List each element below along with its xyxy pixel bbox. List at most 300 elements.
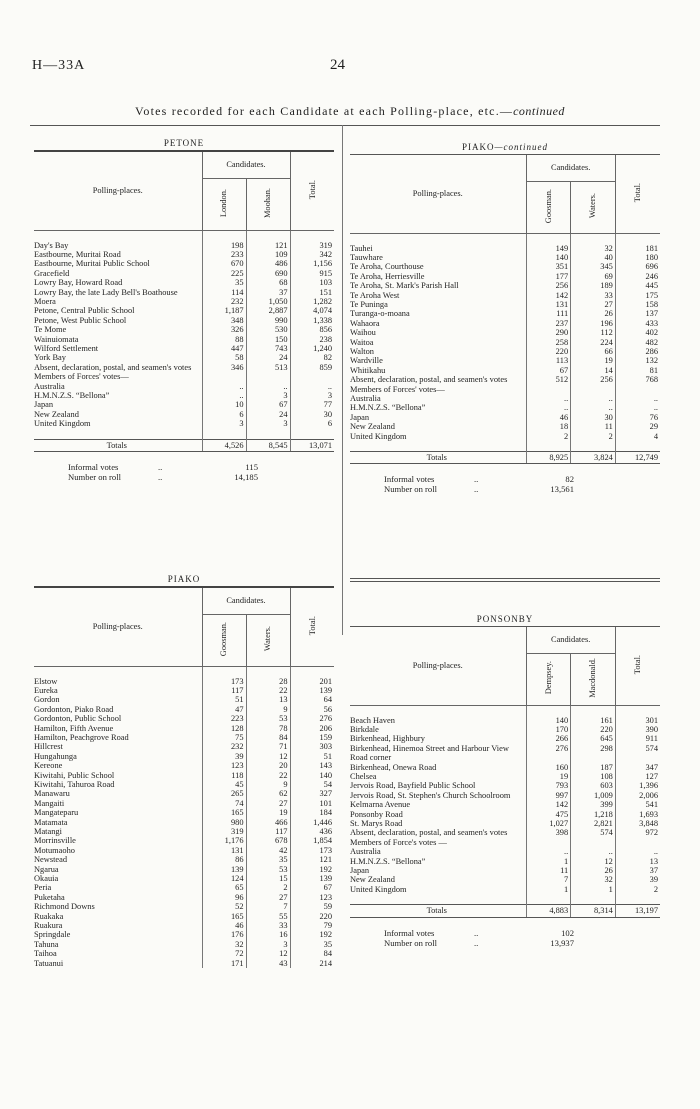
polling-place: Ruakaka [34, 912, 202, 921]
polling-place: Birkdale [350, 725, 526, 734]
polling-place: Chelsea [350, 772, 526, 781]
row-total: 3 [290, 391, 334, 400]
row-total [615, 838, 660, 847]
row-total: 84 [290, 949, 334, 958]
candidate-votes: 42 [246, 846, 290, 855]
table-row [350, 885, 660, 894]
row-total: 139 [290, 686, 334, 695]
polling-place: Australia [34, 382, 202, 391]
candidate-votes: 224 [571, 338, 616, 347]
row-total: 214 [290, 959, 334, 968]
row-total: 76 [615, 413, 660, 422]
table-row [350, 403, 660, 412]
table-row [34, 940, 334, 949]
candidate-votes: 990 [246, 316, 290, 325]
candidates-header: Candidates. [526, 627, 615, 653]
candidate-votes: 319 [202, 827, 246, 836]
candidate-votes: 220 [526, 347, 571, 356]
candidate-votes: 399 [571, 800, 616, 809]
table-row [350, 309, 660, 318]
polling-place: Hamilton, Peachgrove Road [34, 733, 202, 742]
table-row [350, 422, 660, 431]
row-total: 29 [615, 422, 660, 431]
row-total: 433 [615, 319, 660, 328]
roll-label: Number on roll [384, 484, 437, 495]
informal-value: 82 [565, 474, 574, 485]
polling-place: Te Mome [34, 325, 202, 334]
candidate-votes: 997 [526, 791, 571, 800]
candidate-votes: 256 [526, 281, 571, 290]
candidate-votes: 124 [202, 874, 246, 883]
table-row [350, 838, 660, 847]
candidate-votes: .. [202, 382, 246, 391]
polling-place: Walton [350, 347, 526, 356]
candidate-votes: 19 [571, 356, 616, 365]
candidate-votes: 35 [246, 855, 290, 864]
table-row [34, 836, 334, 845]
polling-place: New Zealand [350, 875, 526, 884]
row-total: 436 [290, 827, 334, 836]
table-row [350, 763, 660, 772]
total-header: Total. [615, 627, 660, 705]
row-total: 123 [290, 893, 334, 902]
grand-total: 13,071 [290, 439, 334, 451]
candidate-votes: 108 [571, 772, 616, 781]
totals-label: Totals [350, 905, 526, 917]
candidate-votes: 37 [246, 288, 290, 297]
column-divider [342, 125, 343, 635]
candidate-header: Moohan. [246, 178, 290, 230]
polling-place: Wahaora [350, 319, 526, 328]
row-total: 347 [615, 763, 660, 772]
row-total: 192 [290, 930, 334, 939]
row-total: 79 [290, 921, 334, 930]
informal-label: Informal votes [68, 462, 119, 473]
candidate-votes: 139 [202, 865, 246, 874]
polling-place: Gordonton, Public School [34, 714, 202, 723]
row-total: 1,240 [290, 344, 334, 353]
candidate-votes: 7 [526, 875, 571, 884]
document-reference: H—33A [32, 58, 86, 73]
row-total: 121 [290, 855, 334, 864]
table-row [34, 241, 334, 250]
candidate-votes: 78 [246, 724, 290, 733]
row-total: 303 [290, 742, 334, 751]
candidate-votes: 1 [526, 857, 571, 866]
candidate-votes: .. [246, 382, 290, 391]
candidate-votes: 1,050 [246, 297, 290, 306]
candidate-total: 8,925 [526, 452, 571, 464]
candidate-votes: 198 [202, 241, 246, 250]
polling-place: Japan [350, 866, 526, 875]
candidate-votes: 9 [246, 705, 290, 714]
polling-place: Kiwitahi, Tahuroa Road [34, 780, 202, 789]
candidate-votes: 53 [246, 714, 290, 723]
table-row [34, 902, 334, 911]
polling-place: Eureka [34, 686, 202, 695]
table-row [34, 677, 334, 686]
row-total: 127 [615, 772, 660, 781]
table-row [34, 705, 334, 714]
table-row [34, 269, 334, 278]
polling-place: Waihou [350, 328, 526, 337]
polling-places-header: Polling-places. [350, 627, 526, 705]
votes-table [350, 155, 660, 464]
roll-info: Informal votes .. 82 Number on roll .. 13,561 [350, 474, 660, 494]
candidate-votes: 165 [202, 808, 246, 817]
candidate-votes [571, 838, 616, 847]
candidate-votes: 32 [202, 940, 246, 949]
table-row [350, 375, 660, 384]
table-row [34, 893, 334, 902]
polling-place: Members of Forces' votes— [350, 385, 526, 394]
candidate-total: 8,314 [571, 905, 616, 917]
candidate-votes: 117 [246, 827, 290, 836]
row-total: 911 [615, 734, 660, 743]
row-total: 59 [290, 902, 334, 911]
page-number: 24 [330, 57, 345, 73]
row-total: 342 [290, 250, 334, 259]
candidate-votes: 232 [202, 742, 246, 751]
table-row [34, 391, 334, 400]
candidate-votes: 20 [246, 761, 290, 770]
table-row [350, 413, 660, 422]
candidate-votes: .. [526, 847, 571, 856]
polling-place: Peria [34, 883, 202, 892]
candidate-votes: 161 [571, 716, 616, 725]
table-row [34, 949, 334, 958]
polling-place: York Bay [34, 353, 202, 362]
polling-place: H.M.N.Z.S. “Bellona” [350, 403, 526, 412]
candidate-votes: 1,187 [202, 306, 246, 315]
row-total: 192 [290, 865, 334, 874]
candidates-header: Candidates. [526, 155, 615, 181]
row-total: .. [615, 394, 660, 403]
row-total: 77 [290, 400, 334, 409]
table-row [350, 828, 660, 837]
polling-place: Jervois Road, Bayfield Public School [350, 781, 526, 790]
candidate-votes: 160 [526, 763, 571, 772]
polling-place: Okauia [34, 874, 202, 883]
row-total: 51 [290, 752, 334, 761]
polling-place: New Zealand [350, 422, 526, 431]
polling-place: H.M.N.Z.S. “Bellona” [34, 391, 202, 400]
row-total: 301 [615, 716, 660, 725]
roll-info: Informal votes .. 115 Number on roll .. 14,185 [34, 462, 334, 482]
ponsonby-section [350, 612, 660, 948]
row-total: 1,396 [615, 781, 660, 790]
table-row [34, 686, 334, 695]
votes-table [350, 627, 660, 918]
table-row [350, 857, 660, 866]
candidate-votes: 220 [571, 725, 616, 734]
row-total: 35 [290, 940, 334, 949]
table-row [34, 789, 334, 798]
table-row [350, 356, 660, 365]
polling-place: Gordon [34, 695, 202, 704]
candidate-votes: 84 [246, 733, 290, 742]
row-total: 541 [615, 800, 660, 809]
candidate-votes: 149 [526, 244, 571, 253]
candidate-votes: 980 [202, 818, 246, 827]
page-title: Votes recorded for each Candidate at each Polling-place, etc.—continued [135, 104, 565, 118]
candidate-votes: 11 [571, 422, 616, 431]
candidate-votes: 2 [526, 432, 571, 441]
table-row [350, 319, 660, 328]
candidate-votes: 512 [526, 375, 571, 384]
table-row [34, 761, 334, 770]
polling-places-header: Polling-places. [350, 155, 526, 233]
candidate-votes: 225 [202, 269, 246, 278]
candidate-votes: 26 [571, 309, 616, 318]
total-header: Total. [290, 588, 334, 666]
polling-place: Wainuiomata [34, 335, 202, 344]
row-total: 4 [615, 432, 660, 441]
polling-place: Eastbourne, Muritai Road [34, 250, 202, 259]
votes-table [34, 152, 334, 452]
table-row [34, 959, 334, 968]
candidate-votes: 27 [571, 300, 616, 309]
candidate-votes: 232 [202, 297, 246, 306]
candidate-votes: 52 [202, 902, 246, 911]
table-row [350, 875, 660, 884]
row-total: 1,156 [290, 259, 334, 268]
candidate-header: Goosman. [202, 614, 246, 666]
candidate-votes: 35 [202, 278, 246, 287]
polling-place: Petone, West Public School [34, 316, 202, 325]
candidate-votes: 2,821 [571, 819, 616, 828]
candidate-votes: 3 [246, 391, 290, 400]
table-row [350, 847, 660, 856]
candidate-header: Macdonald. [571, 653, 616, 705]
table-row [34, 335, 334, 344]
candidate-votes: 345 [571, 262, 616, 271]
row-total: 173 [290, 846, 334, 855]
row-total: 137 [615, 309, 660, 318]
candidate-votes: 53 [246, 865, 290, 874]
polling-place: Te Puninga [350, 300, 526, 309]
row-total: .. [615, 847, 660, 856]
row-total: 67 [290, 883, 334, 892]
table-row [34, 353, 334, 362]
table-row [350, 366, 660, 375]
table-row [350, 716, 660, 725]
row-total: 2,006 [615, 791, 660, 800]
top-rule [30, 125, 660, 126]
polling-place: Japan [34, 400, 202, 409]
candidate-votes: 72 [202, 949, 246, 958]
candidate-votes: 88 [202, 335, 246, 344]
candidate-votes: 177 [526, 272, 571, 281]
polling-place: Australia [350, 847, 526, 856]
candidate-votes [571, 385, 616, 394]
candidate-votes: 86 [202, 855, 246, 864]
informal-value: 115 [245, 462, 258, 473]
candidate-votes: .. [571, 394, 616, 403]
polling-place: Eastbourne, Muritai Public School [34, 259, 202, 268]
row-total: 139 [290, 874, 334, 883]
candidate-votes: 150 [246, 335, 290, 344]
section-title: PONSONBY [476, 614, 534, 624]
candidate-votes: 123 [202, 761, 246, 770]
table-row [350, 338, 660, 347]
candidate-votes: 1,009 [571, 791, 616, 800]
table-row [34, 771, 334, 780]
candidate-votes: 26 [571, 866, 616, 875]
row-total: 81 [615, 366, 660, 375]
candidate-votes: 96 [202, 893, 246, 902]
section-title: PIAKO [167, 574, 201, 584]
informal-label: Informal votes [384, 927, 435, 938]
candidate-votes: 22 [246, 771, 290, 780]
row-total: 4,074 [290, 306, 334, 315]
roll-value: 14,185 [234, 472, 258, 483]
candidate-votes: 118 [202, 771, 246, 780]
candidate-votes [202, 372, 246, 381]
candidate-votes: 75 [202, 733, 246, 742]
candidate-votes: 237 [526, 319, 571, 328]
candidate-votes: 117 [202, 686, 246, 695]
candidate-votes [526, 385, 571, 394]
table-row [34, 883, 334, 892]
candidate-votes: 298 [571, 744, 616, 763]
row-total: 175 [615, 291, 660, 300]
candidate-votes: 51 [202, 695, 246, 704]
table-row [34, 695, 334, 704]
candidate-votes: 18 [526, 422, 571, 431]
polling-place: H.M.N.Z.S. “Bellona” [350, 857, 526, 866]
row-total: 181 [615, 244, 660, 253]
polling-place: United Kingdom [350, 432, 526, 441]
section-double-rule [350, 578, 660, 582]
polling-place: Tatuanui [34, 959, 202, 968]
polling-place: Waitoa [350, 338, 526, 347]
row-total: 915 [290, 269, 334, 278]
table-row [350, 347, 660, 356]
candidate-votes: 466 [246, 818, 290, 827]
candidate-votes: 28 [246, 677, 290, 686]
table-row [350, 866, 660, 875]
table-row [34, 827, 334, 836]
table-row [34, 297, 334, 306]
candidates-header: Candidates. [202, 152, 290, 178]
candidate-votes: 27 [246, 799, 290, 808]
row-total: 1,282 [290, 297, 334, 306]
table-row [350, 432, 660, 441]
roll-value: 13,937 [550, 937, 574, 948]
table-row [34, 288, 334, 297]
table-row [350, 281, 660, 290]
row-total: 158 [615, 300, 660, 309]
candidate-votes: 16 [246, 930, 290, 939]
row-total: 286 [615, 347, 660, 356]
table-row [350, 394, 660, 403]
table-row [350, 810, 660, 819]
table-row [350, 744, 660, 763]
candidate-votes: 7 [246, 902, 290, 911]
candidate-votes: 32 [571, 875, 616, 884]
row-total: 445 [615, 281, 660, 290]
candidate-votes: 398 [526, 828, 571, 837]
table-row [34, 250, 334, 259]
polling-place: Te Aroha, Courthouse [350, 262, 526, 271]
row-total: 402 [615, 328, 660, 337]
polling-place: Richmond Downs [34, 902, 202, 911]
table-row [34, 921, 334, 930]
polling-place: Hungahunga [34, 752, 202, 761]
polling-place: Absent, declaration, postal, and seamen's votes [350, 828, 526, 837]
candidate-votes: 1,176 [202, 836, 246, 845]
row-total: 30 [290, 410, 334, 419]
candidate-votes: 326 [202, 325, 246, 334]
polling-place: Hamilton, Fifth Avenue [34, 724, 202, 733]
candidate-votes: 13 [246, 695, 290, 704]
table-row [350, 819, 660, 828]
candidate-votes: 678 [246, 836, 290, 845]
table-row [34, 912, 334, 921]
candidate-votes: 22 [246, 686, 290, 695]
informal-label: Informal votes [384, 474, 435, 485]
candidate-votes: 670 [202, 259, 246, 268]
candidate-votes: 39 [202, 752, 246, 761]
candidate-votes: 530 [246, 325, 290, 334]
polling-place: Members of Forces' votes— [34, 372, 202, 381]
table-row [34, 372, 334, 381]
table-row [34, 382, 334, 391]
row-total: 859 [290, 363, 334, 372]
polling-place: Absent, declaration, postal, and seamen's votes [350, 375, 526, 384]
candidate-votes: 2 [571, 432, 616, 441]
candidate-votes: 690 [246, 269, 290, 278]
candidate-votes: 27 [246, 893, 290, 902]
candidate-votes: 131 [526, 300, 571, 309]
candidate-votes: 3 [246, 419, 290, 428]
candidate-votes: 475 [526, 810, 571, 819]
table-row [34, 780, 334, 789]
candidate-votes: 15 [246, 874, 290, 883]
candidate-votes: 447 [202, 344, 246, 353]
candidate-votes: 65 [202, 883, 246, 892]
piako-continued-section [350, 140, 660, 494]
polling-place: Manawaru [34, 789, 202, 798]
candidate-votes: 603 [571, 781, 616, 790]
candidate-votes: 258 [526, 338, 571, 347]
candidate-votes: .. [526, 394, 571, 403]
candidate-votes: 11 [526, 866, 571, 875]
polling-place: Kiwitahi, Public School [34, 771, 202, 780]
candidate-votes: 10 [202, 400, 246, 409]
candidate-votes: 24 [246, 410, 290, 419]
row-total: 856 [290, 325, 334, 334]
candidate-votes: 114 [202, 288, 246, 297]
row-total: 1,693 [615, 810, 660, 819]
candidate-votes: 111 [526, 309, 571, 318]
polling-place: Day's Bay [34, 241, 202, 250]
candidate-votes: 12 [246, 752, 290, 761]
table-row [350, 244, 660, 253]
totals-row [350, 905, 660, 917]
candidate-votes: 43 [246, 959, 290, 968]
candidate-votes: 1,027 [526, 819, 571, 828]
candidate-votes: 196 [571, 319, 616, 328]
candidate-votes: 176 [202, 930, 246, 939]
row-total: 37 [615, 866, 660, 875]
polling-place: Tauwhare [350, 253, 526, 262]
candidate-votes [526, 838, 571, 847]
candidate-votes: 348 [202, 316, 246, 325]
row-total: 56 [290, 705, 334, 714]
table-row [350, 253, 660, 262]
